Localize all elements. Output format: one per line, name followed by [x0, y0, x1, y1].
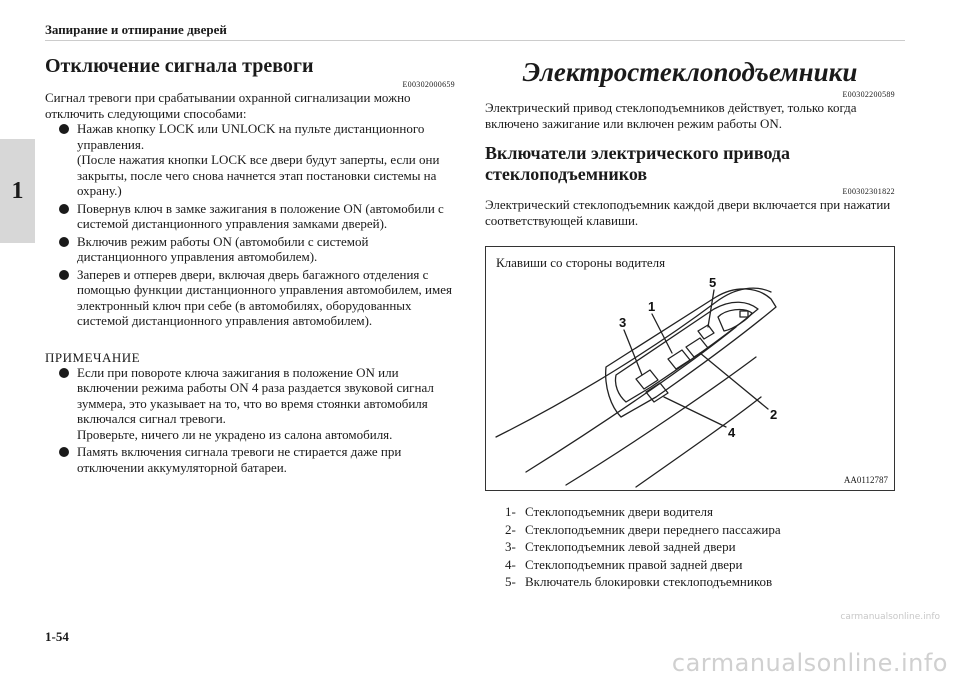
watermark: carmanualsonline.info [671, 649, 948, 677]
chapter-tab: 1 [0, 139, 35, 243]
legend-item: 5- Включатель блокировки стеклоподъемников [505, 574, 773, 589]
callout-labels [486, 247, 894, 490]
section-code: E00302200589 [842, 90, 895, 99]
windows-intro: Электрический привод стеклоподъемников действует, только когда включено зажигание или включен режим работы ON. [485, 100, 857, 131]
bullet-icon [59, 124, 69, 134]
callout-1: 1 [648, 299, 656, 314]
callout-3: 3 [619, 315, 627, 330]
list-item: Заперев и отперев двери, включая дверь багажного отделения с помощью функции дистанционного управления автомобилем, имея электронный ключ при себе (в автомобилях, оборудованных системой дистанционного управления автомобилем). [59, 267, 455, 329]
left-column [45, 46, 455, 477]
bullet-icon [59, 237, 69, 247]
switches-intro: Электрический стеклоподъемник каждой двери включается при нажатии соответствующей клавиши. [485, 197, 891, 228]
list-item: Включив режим работы ON (автомобили с системой дистанционного управления автомобилем). [59, 234, 455, 265]
legend-item: 1- Стеклоподъемник двери водителя [505, 504, 713, 519]
bullet-icon [59, 204, 69, 214]
header-rule [45, 40, 905, 41]
bullet-icon [59, 447, 69, 457]
bullet-icon [59, 368, 69, 378]
alarm-methods-list [45, 121, 455, 329]
section-title-windows: Электростеклоподъемники [522, 57, 858, 87]
bullet-icon [59, 270, 69, 280]
list-item: Повернув ключ в замке зажигания в положение ON (автомобили с системой дистанционного управления замками дверей). [59, 201, 455, 232]
legend-item: 4- Стеклоподъемник правой задней двери [505, 556, 743, 572]
page-number: 1-54 [45, 629, 69, 644]
section-title-alarm: Отключение сигнала тревоги [45, 55, 314, 77]
callout-4: 4 [728, 425, 736, 440]
subsection-title: Включатели электрического привода стеклоподъемников [485, 143, 791, 184]
figure-legend [485, 503, 895, 591]
right-column [485, 46, 895, 591]
note-list [45, 365, 455, 476]
note-label: ПРИМЕЧАНИЕ [45, 349, 141, 365]
running-header: Запирание и отпирание дверей [45, 22, 227, 37]
figure-caption: Клавиши со стороны водителя [496, 255, 666, 270]
figure-id: AA0112787 [843, 475, 888, 485]
watermark-small: carmanualsonline.info [840, 612, 940, 622]
list-item: Нажав кнопку LOCK или UNLOCK на пульте дистанционного управления. (После нажатия кнопки LOCK все двери будут заперты, если они закрыты, после чего снова начнется этап постановки системы на охрану.) [59, 121, 455, 199]
subsection-code: E00302301822 [842, 187, 895, 196]
alarm-intro: Сигнал тревоги при срабатывании охранной сигнализации можно отключить следующими способами: [45, 90, 411, 121]
section-code: E00302000659 [402, 80, 455, 89]
switch-panel-figure [485, 246, 895, 491]
callout-5: 5 [709, 275, 717, 290]
callout-2: 2 [770, 407, 778, 422]
list-item: Память включения сигнала тревоги не стирается даже при отключении аккумуляторной батареи. [59, 444, 455, 475]
legend-item: 2- Стеклоподъемник двери переднего пассажира [505, 521, 781, 537]
list-item: Если при повороте ключа зажигания в положение ON или включении режима работы ON 4 раза раздается звуковой сигнал зуммера, это указывает на то, что во время стоянки автомобиля включался сигнал тревоги. Проверьте, ничего ли не украдено из салона автомобиля. [59, 365, 455, 443]
legend-item: 3- Стеклоподъемник левой задней двери [505, 539, 736, 554]
